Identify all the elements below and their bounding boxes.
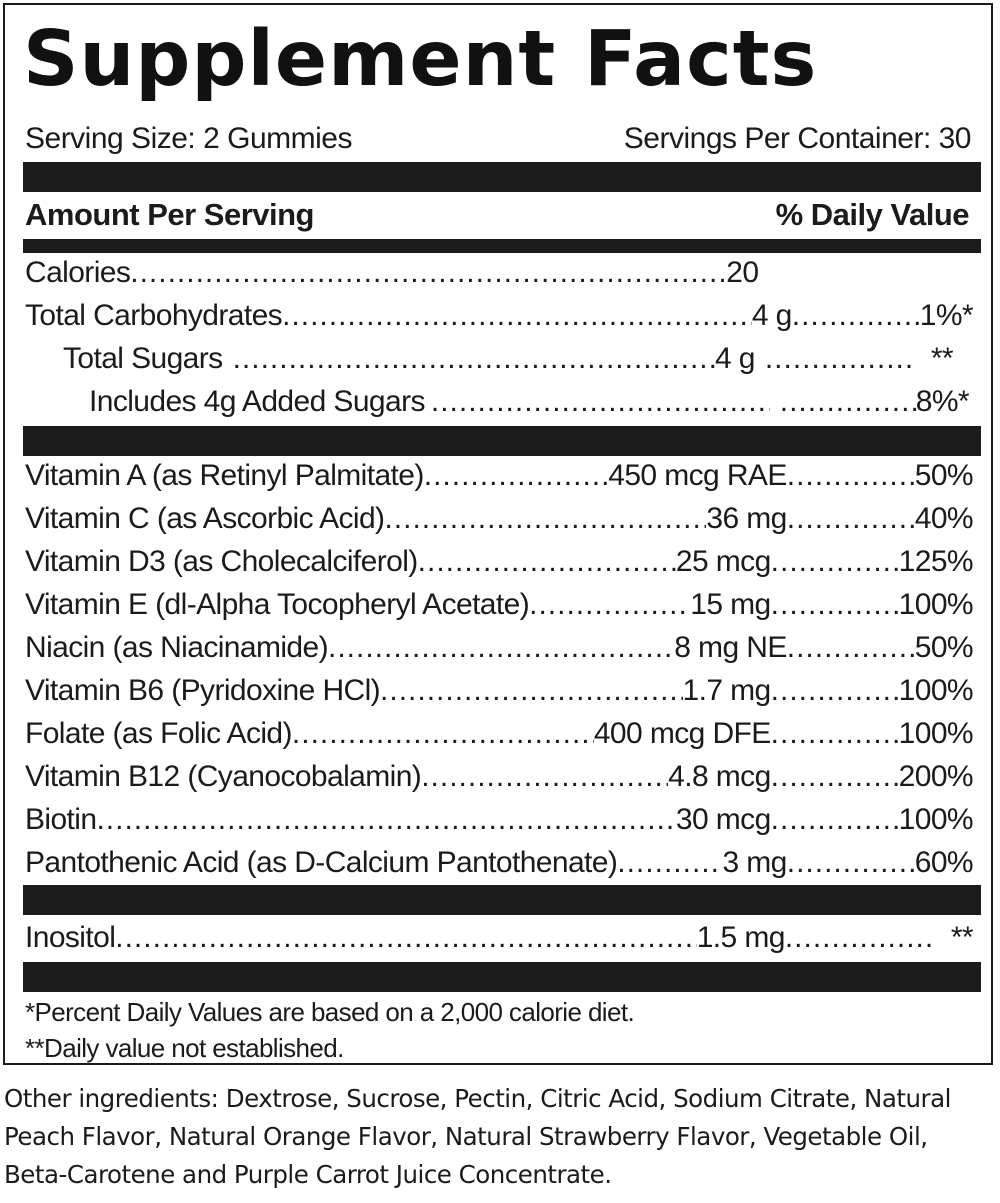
nutrient-row-added-sugars (89, 382, 969, 422)
nutrient-row-total-carbohydrates (25, 296, 973, 336)
nutrient-name: Niacin (as Niacinamide) (25, 631, 328, 664)
nutrient-name: Vitamin B12 (Cyanocobalamin) (25, 760, 422, 793)
dot-leader (771, 542, 899, 582)
dot-leader (431, 382, 770, 422)
dot-leader (115, 918, 696, 958)
nutrient-name: Vitamin A (as Retinyl Palmitate) (25, 459, 424, 492)
serving-size: Serving Size: 2 Gummies (25, 122, 352, 155)
nutrient-daily-value: 100% (898, 803, 973, 836)
nutrient-row-vitamin-b6 (25, 671, 973, 711)
nutrient-amount: 30 mcg (675, 803, 771, 836)
other-ingredients: Other ingredients: Dextrose, Sucrose, Pectin, Citric Acid, Sodium Citrate, Natural Peach Flavor, Natural Orange Flavor, Natural Strawberry Flavor, Vegetable Oil, Beta-Carotene and Purple Carrot Juice Concentrate. (4, 1084, 951, 1189)
nutrient-amount: 1.5 mg (696, 921, 785, 954)
daily-value-header: % Daily Value (775, 197, 969, 232)
nutrient-amount: 36 mg (706, 502, 787, 535)
supplement-facts-panel (3, 3, 993, 1065)
dot-leader (384, 499, 706, 539)
dot-leader (780, 382, 916, 422)
nutrient-row-pantothenic-acid (25, 843, 973, 883)
nutrient-daily-value: 50% (914, 459, 973, 492)
nutrient-daily-value: ** (950, 921, 973, 954)
nutrient-name: Folate (as Folic Acid) (25, 717, 292, 750)
nutrient-row-vitamin-e (25, 585, 973, 625)
dot-leader (771, 714, 899, 754)
dot-leader (380, 671, 682, 711)
dot-leader (282, 296, 752, 336)
dot-leader (292, 714, 594, 754)
nutrient-row-total-sugars (63, 339, 953, 379)
amount-per-serving-header: Amount Per Serving (25, 197, 314, 232)
nutrient-daily-value: 8%* (915, 385, 969, 418)
nutrient-name: Vitamin B6 (Pyridoxine HCl) (25, 674, 381, 707)
thick-divider (23, 426, 981, 456)
dot-leader (421, 757, 668, 797)
nutrient-amount: 4 g (714, 342, 755, 375)
nutrient-row-vitamin-a (25, 456, 973, 496)
nutrient-daily-value: 50% (914, 631, 973, 664)
nutrient-daily-value: 100% (898, 588, 973, 621)
thick-divider (23, 162, 981, 192)
nutrient-name: Total Sugars (63, 342, 223, 375)
nutrient-name: Vitamin D3 (as Cholecalciferol) (25, 545, 418, 578)
nutrient-row-niacin (25, 628, 973, 668)
dot-leader (787, 456, 915, 496)
thick-divider (23, 885, 981, 915)
dot-leader (771, 585, 899, 625)
footnote-daily-values: *Percent Daily Values are based on a 2,000 calorie diet. (25, 997, 635, 1027)
nutrient-daily-value: 100% (898, 717, 973, 750)
dot-leader (785, 918, 935, 958)
nutrient-amount: 4.8 mcg (668, 760, 771, 793)
medium-divider (23, 239, 981, 253)
dot-leader (96, 800, 675, 840)
nutrient-daily-value: 60% (914, 846, 973, 879)
thick-divider (23, 962, 981, 992)
nutrient-daily-value: 1%* (919, 299, 973, 332)
dot-leader (233, 339, 715, 379)
dot-leader (787, 843, 915, 883)
dot-leader (771, 800, 899, 840)
nutrient-row-vitamin-d3 (25, 542, 973, 582)
footnote-not-established: **Daily value not established. (25, 1033, 344, 1063)
nutrient-name: Vitamin E (dl-Alpha Tocopheryl Acetate) (25, 588, 530, 621)
dot-leader (418, 542, 676, 582)
dot-leader (771, 671, 899, 711)
servings-per-container: Servings Per Container: 30 (623, 122, 971, 155)
nutrient-amount: 4 g (751, 299, 792, 332)
nutrient-amount: 20 (726, 256, 759, 289)
dot-leader (792, 296, 920, 336)
nutrient-name: Includes 4g Added Sugars (89, 385, 425, 418)
dot-leader (424, 456, 609, 496)
nutrient-name: Total Carbohydrates (25, 299, 283, 332)
nutrient-row-biotin (25, 800, 973, 840)
nutrient-row-folate (25, 714, 973, 754)
dot-leader (617, 843, 722, 883)
nutrient-daily-value: 40% (914, 502, 973, 535)
nutrient-name: Pantothenic Acid (as D-Calcium Pantothenate) (25, 846, 618, 879)
nutrient-amount: 15 mg (690, 588, 771, 621)
nutrient-row-inositol (25, 918, 973, 958)
nutrient-amount: 25 mcg (675, 545, 771, 578)
panel-title: Supplement Facts (23, 15, 818, 104)
nutrient-amount: 8 mg NE (674, 631, 787, 664)
nutrient-daily-value: 200% (898, 760, 973, 793)
dot-leader (328, 628, 674, 668)
dot-leader (765, 339, 915, 379)
nutrient-daily-value: 125% (898, 545, 973, 578)
nutrient-amount: 3 mg (722, 846, 787, 879)
dot-leader (130, 253, 726, 293)
dot-leader (787, 499, 915, 539)
dot-leader (787, 628, 915, 668)
nutrient-row-vitamin-b12 (25, 757, 973, 797)
nutrient-daily-value: 100% (898, 674, 973, 707)
nutrient-name: Calories (25, 256, 131, 289)
nutrient-row-vitamin-c (25, 499, 973, 539)
dot-leader (771, 757, 899, 797)
nutrient-row-calories (25, 253, 973, 293)
nutrient-name: Vitamin C (as Ascorbic Acid) (25, 502, 385, 535)
nutrient-amount: 400 mcg DFE (593, 717, 771, 750)
dot-leader (529, 585, 690, 625)
nutrient-amount: 450 mcg RAE (608, 459, 787, 492)
nutrient-name: Biotin (25, 803, 97, 836)
nutrient-amount: 1.7 mg (682, 674, 771, 707)
nutrient-name: Inositol (25, 921, 116, 954)
nutrient-daily-value: ** (930, 342, 953, 375)
